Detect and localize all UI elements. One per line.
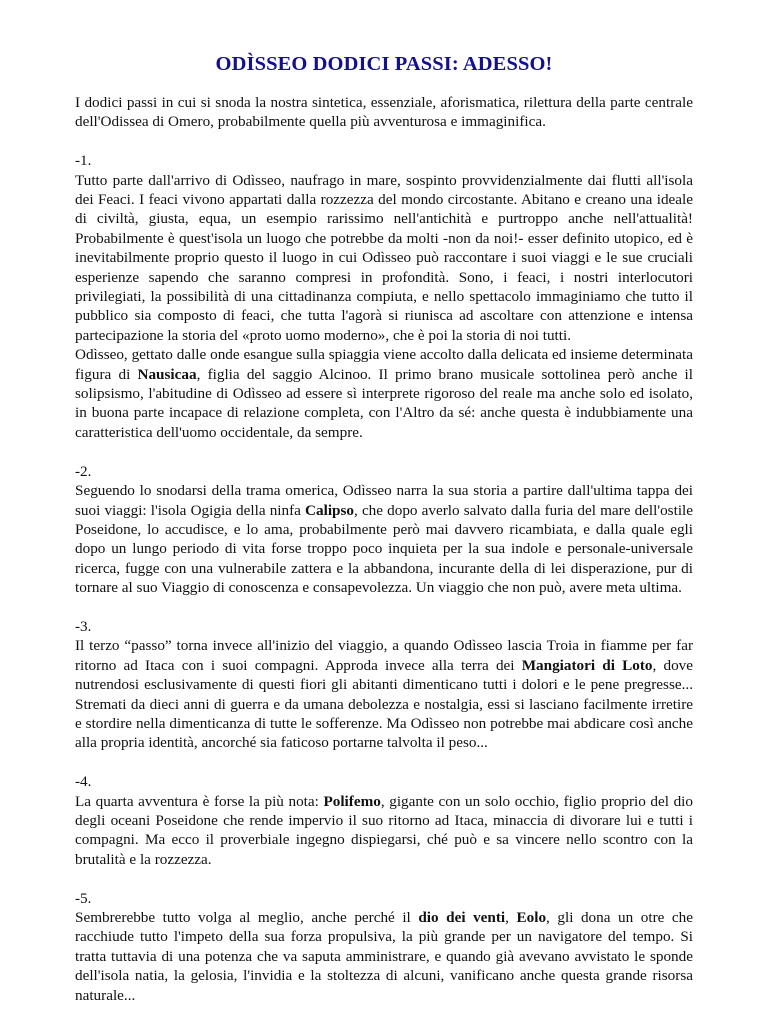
section-3	[75, 617, 693, 753]
bold-name-dio-dei-venti: dio dei venti	[418, 908, 506, 926]
text: , figlia del saggio Alcinoo. Il primo brano musicale sottolinea però anche il solipsismo, l'abitudine di Odìsseo ad essere sì interprete rigoroso del reale ma anche solo ed isolato, in buona parte incapace di relazione completa, con l'Altro da sé: anche questa è indubbiamente una caratteristica dell'uomo occidentale, da sempre.	[75, 365, 693, 441]
text: , gli dona un otre che racchiude tutto l'impeto della sua forza propulsiva, la più grande per un navigatore del tempo. Si tratta tuttavia di una potenza che va saputa amministrare, e quando già avevano avvistato le sponde dell'isola natia, la gelosia, l'invidia e la stoltezza di alcuni, vanificano anche questa grande risorsa naturale...	[75, 908, 693, 1004]
section-number: -4.	[75, 773, 92, 791]
text: Il terzo “passo” torna invece all'inizio del viaggio, a quando Odìsseo lascia Troia in fiamme per far ritorno ad Itaca con i suoi compagni. Approda invece alla terra dei	[75, 637, 693, 674]
text: Sembrerebbe tutto volga al meglio, anche perché il	[75, 908, 419, 926]
text: , gigante con un solo occhio, figlio proprio del dio degli oceani Poseidone che rende impervio il suo ritorno ad Itaca, minaccia di divorare lui e tutti i compagni. Ma ecco il proverbiale ingegno dispiegarsi, ché può e sa vincere nello scontro con la brutalità e la rozzezza.	[75, 792, 693, 868]
section-number: -3.	[75, 617, 92, 635]
text: , che dopo averlo salvato dalla furia del mare dell'ostile Poseidone, lo accudisce, e lo ama, probabilmente però mai davvero ricambiata, e dalla quale egli dopo un lungo periodo di vita forse troppo poco inquieta per la sua indole e personale-universale ricerca, fugge con una vulnerabile zattera e la abbandona, incurante della di lei disperazione, pur di tornare al suo Viaggio di conoscenza e consapevolezza. Un viaggio che non può, avere meta ultima.	[75, 501, 693, 597]
text: , dove nutrendosi esclusivamente di questi fiori gli abitanti dimenticano tutti i dolori e le pene pregresse... Stremati da dieci anni di guerra e da umana debolezza e nostalgia, essi si lasciano facilmente irretire e stordire nella dimenticanza di tutte le sofferenze. Ma Odìsseo non potrebbe mai abdicare così anche alla propria identità, ancorché sia faticoso portarne talvolta il peso...	[75, 656, 693, 752]
text: Odìsseo, gettato dalle onde esangue sulla spiaggia viene accolto dalla delicata ed insieme determinata figura di	[75, 346, 693, 383]
section-paragraph: Tutto parte dall'arrivo di Odìsseo, naufrago in mare, sospinto provvidenzialmente dai flutti all'isola dei Feaci. I feaci vivono appartati dalla rozzezza del mondo circostante. Abitano e creano una ideale di civiltà, giusta, equa, un esempio rarissimo nell'antichità e purtroppo anche nell'attualità! Probabilmente è quest'isola un luogo che potrebbe da molti -non da noi!- esser definito utopico, ed è inevitabilmente proprio questo il luogo in cui Odìsseo può raccontare i suoi viaggi e le sue cruciali esperienze sapendo che saranno compresi in profondità. Sono, i feaci, i nostri interlocutori privilegiati, la possibilità di una cittadinanza compiuta, e nello spettacolo immaginiamo che tutto il pubblico sia composto di feaci, che tutta l'agorà si riunisca ad ascoltare con attenzione e intensa partecipazione la storia del «proto uomo moderno», che è poi la storia di noi tutti.	[75, 171, 693, 344]
document-title: ODÌSSEO DODICI PASSI: ADESSO!	[215, 53, 553, 75]
text: Seguendo lo snodarsi della trama omerica, Odìsseo narra la sua storia a partire dall'ultima tappa dei suoi viaggi: l'isola Ogigia della ninfa	[75, 482, 693, 519]
section-paragraph	[75, 636, 693, 752]
section-paragraph	[75, 908, 693, 1005]
section-2	[75, 462, 693, 598]
section-number: -1.	[75, 152, 92, 170]
document-page	[75, 52, 693, 1024]
bold-name-nausicaa: Nausicaa	[137, 365, 197, 383]
bold-name-mangiatori-di-loto: Mangiatori di Loto	[521, 656, 653, 674]
section-number: -2.	[75, 462, 92, 480]
section-4	[75, 772, 693, 869]
section-paragraph	[75, 792, 693, 870]
bold-name-polifemo: Polifemo	[323, 792, 381, 810]
section-paragraph	[75, 345, 693, 442]
text: La quarta avventura è forse la più nota:	[75, 792, 324, 810]
text: ,	[505, 908, 517, 926]
section-1	[75, 151, 693, 442]
intro-paragraph: I dodici passi in cui si snoda la nostra sintetica, essenziale, aforismatica, rilettura della parte centrale dell'Odissea di Omero, probabilmente quella più avventurosa e immaginifica.	[75, 94, 693, 131]
section-5	[75, 889, 693, 1005]
section-number: -5.	[75, 889, 92, 907]
section-paragraph	[75, 481, 693, 597]
bold-name-calipso: Calipso	[305, 501, 354, 519]
bold-name-eolo: Eolo	[516, 908, 547, 926]
